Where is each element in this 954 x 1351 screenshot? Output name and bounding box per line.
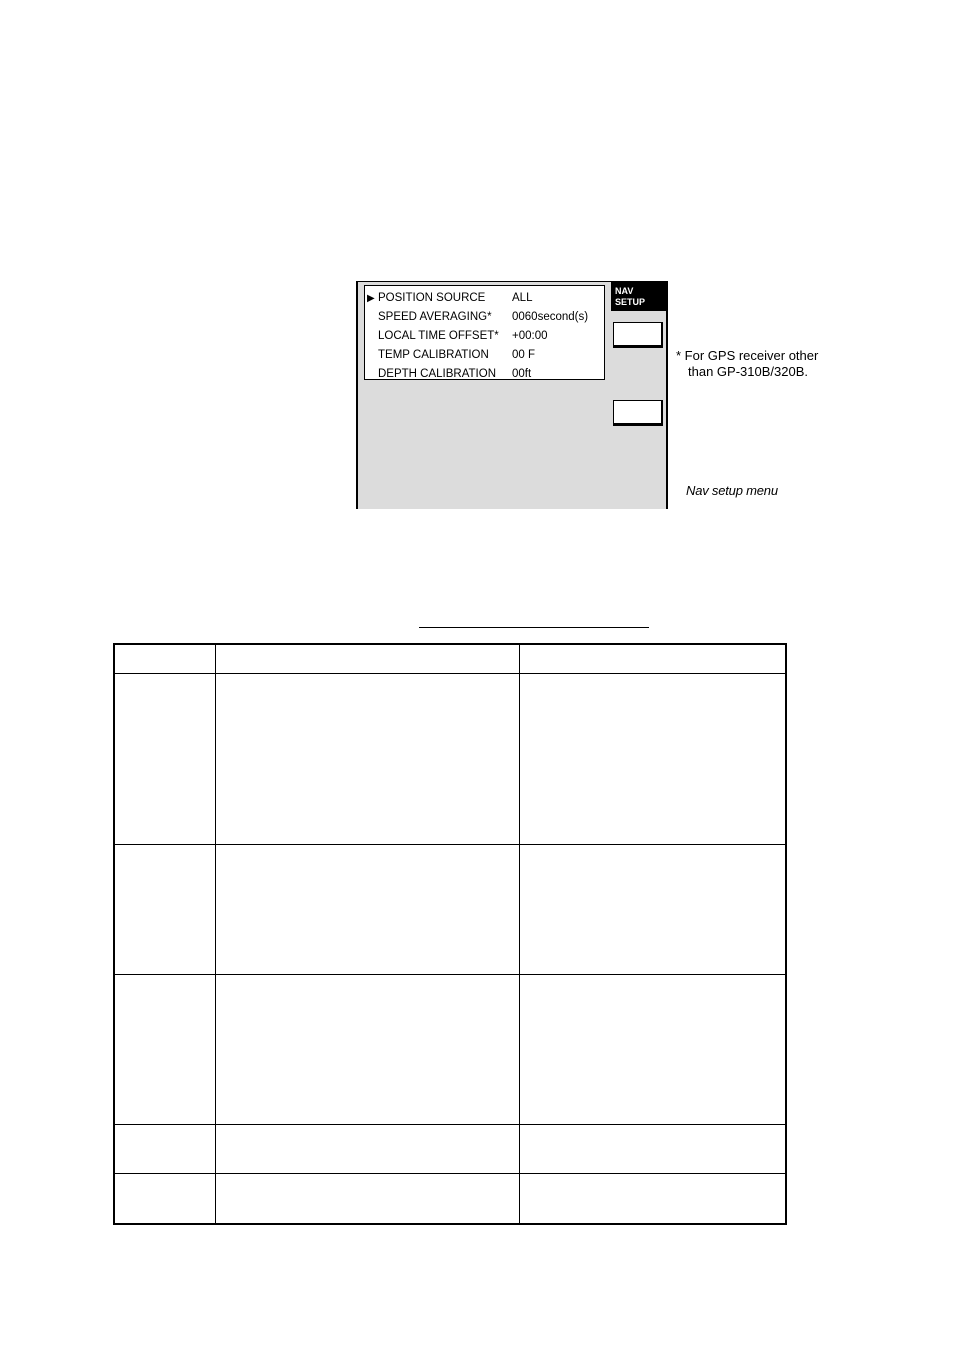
soft-key-button-2[interactable]	[613, 400, 663, 426]
menu-item-speed-averaging[interactable]	[365, 308, 604, 327]
menu-item-value: 00ft	[512, 368, 532, 380]
cursor-arrow-icon: ▶	[367, 293, 375, 304]
menu-item-label: DEPTH CALIBRATION	[378, 368, 496, 380]
soft-key-button-1[interactable]	[613, 322, 663, 348]
side-title-text: NAV SETUP	[615, 286, 646, 307]
menu-item-label: POSITION SOURCE	[378, 292, 486, 304]
table-row-divider	[115, 844, 785, 845]
menu-item-temp-calibration[interactable]	[365, 346, 604, 365]
nav-setup-screen	[356, 281, 668, 509]
menu-item-depth-calibration[interactable]	[365, 365, 604, 384]
menu-item-label: TEMP CALIBRATION	[378, 349, 489, 361]
table-column-divider	[519, 645, 520, 1223]
menu-item-value: +00:00	[512, 330, 548, 342]
section-title-underline	[419, 627, 649, 628]
menu-item-value: 0060second(s)	[512, 311, 589, 323]
table-row-divider	[115, 974, 785, 975]
menu-item-local-time-offset[interactable]	[365, 327, 604, 346]
footnote-line-2: than GP-310B/320B.	[688, 364, 808, 379]
nav-setup-side-title	[611, 282, 668, 311]
settings-table	[113, 643, 787, 1225]
table-row-divider	[115, 1124, 785, 1125]
table-column-divider	[215, 645, 216, 1223]
menu-item-value: ALL	[512, 292, 533, 304]
menu-item-value: 00 F	[512, 349, 536, 361]
figure-caption: Nav setup menu	[686, 483, 778, 498]
nav-setup-menu-list	[364, 285, 605, 380]
table-row-divider	[115, 1173, 785, 1174]
footnote-line-1: * For GPS receiver other	[676, 348, 819, 363]
menu-item-label: LOCAL TIME OFFSET*	[378, 330, 499, 342]
footnote	[676, 348, 818, 380]
menu-item-position-source[interactable]	[365, 289, 604, 308]
menu-item-label: SPEED AVERAGING*	[378, 311, 492, 323]
table-header-divider	[115, 673, 785, 674]
